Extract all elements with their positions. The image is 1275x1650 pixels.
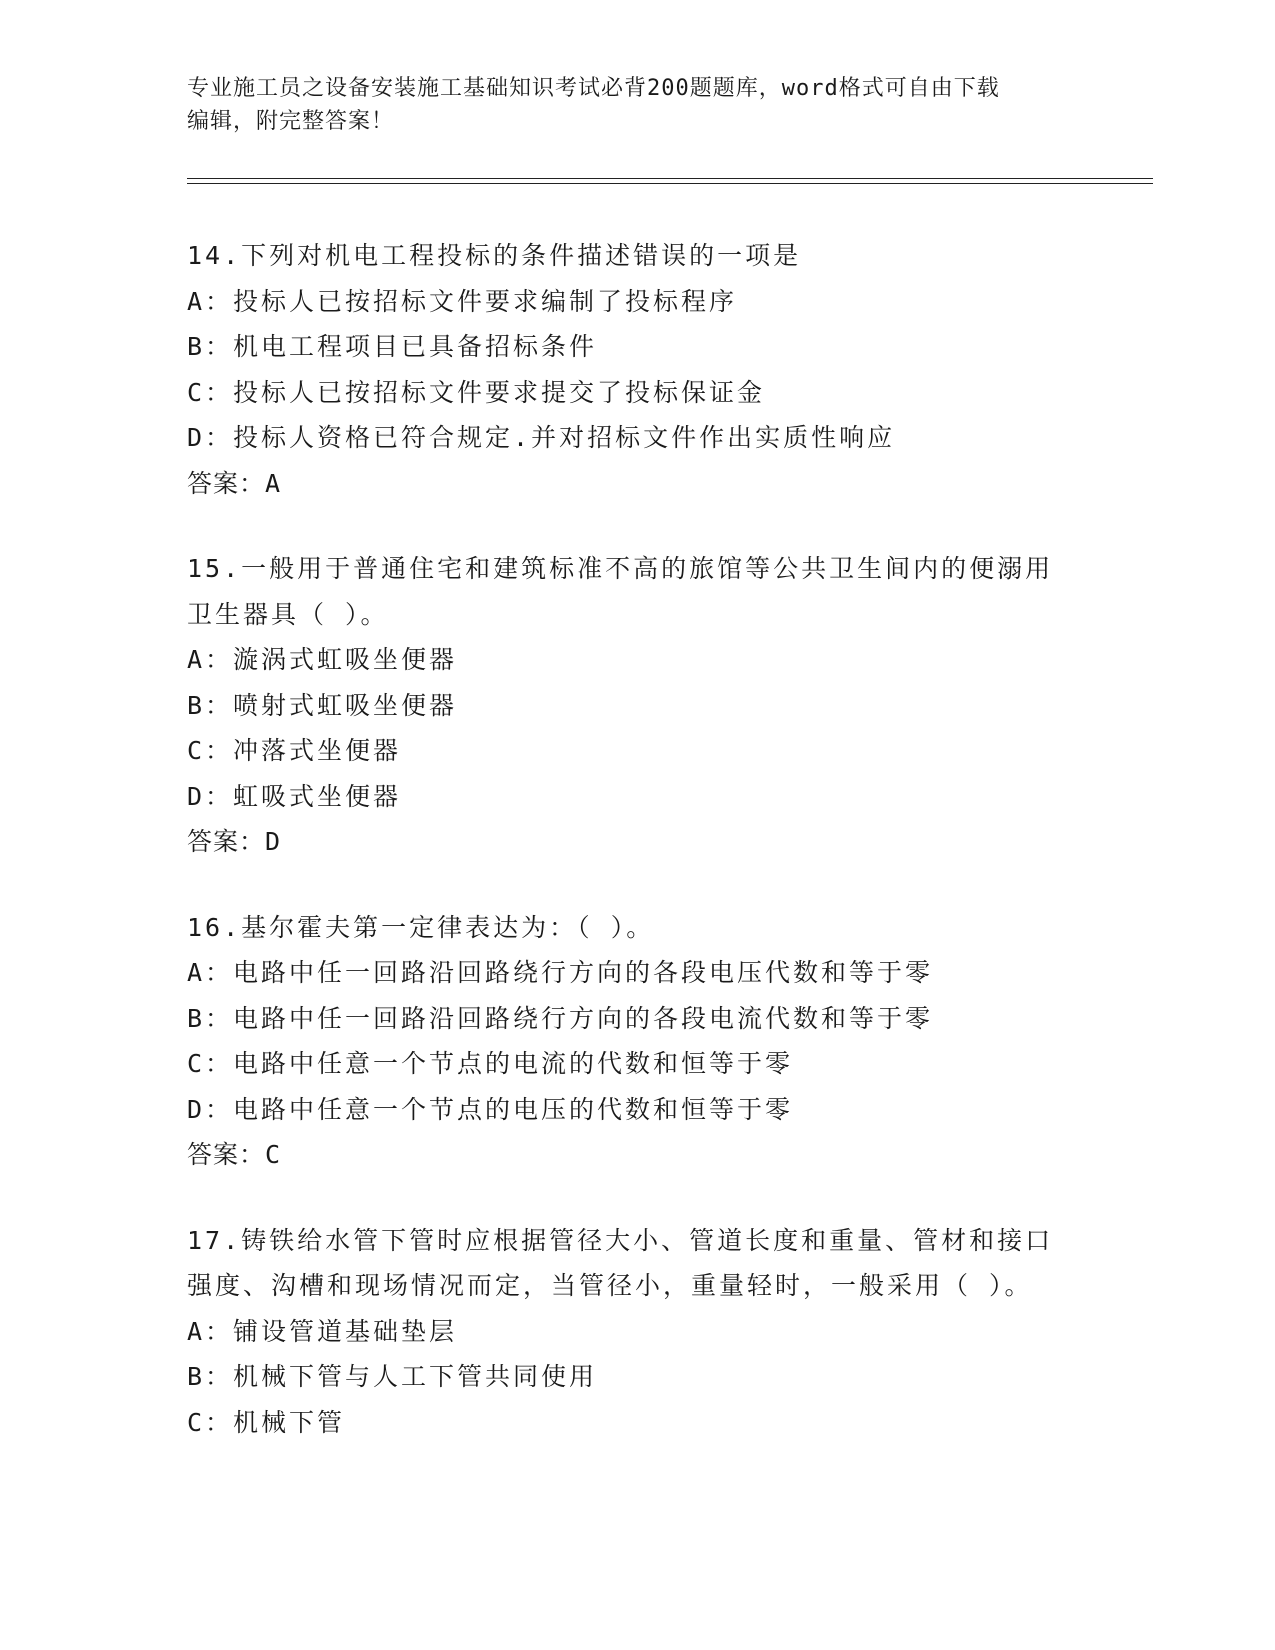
question-stem: 14.下列对机电工程投标的条件描述错误的一项是 [187, 241, 802, 270]
answer-line: 答案：C [187, 1140, 282, 1169]
question-stem: 强度、沟槽和现场情况而定，当管径小，重量轻时，一般采用（ ）。 [187, 1271, 1033, 1300]
option-b: B：机电工程项目已具备招标条件 [187, 332, 598, 361]
answer-line: 答案：D [187, 827, 282, 856]
option-a: A：投标人已按招标文件要求编制了投标程序 [187, 286, 738, 316]
question-block [187, 905, 1087, 1178]
question-stem: 15.一般用于普通住宅和建筑标准不高的旅馆等公共卫生间内的便溺用 [187, 554, 1054, 583]
option-a: A：漩涡式虹吸坐便器 [187, 645, 458, 674]
option-b: B：电路中任一回路沿回路绕行方向的各段电流代数和等于零 [187, 1003, 934, 1033]
question-block [187, 546, 1087, 865]
header-divider-bottom [187, 183, 1153, 184]
option-a: A：电路中任一回路沿回路绕行方向的各段电压代数和等于零 [187, 958, 934, 987]
option-a: A：铺设管道基础垫层 [187, 1316, 458, 1346]
question-block [187, 1218, 1087, 1446]
option-b: B：机械下管与人工下管共同使用 [187, 1362, 598, 1391]
question-stem: 17.铸铁给水管下管时应根据管径大小、管道长度和重量、管材和接口 [187, 1225, 1054, 1255]
option-d: D：虹吸式坐便器 [187, 781, 402, 811]
option-c: C：冲落式坐便器 [187, 736, 402, 765]
question-list [187, 233, 1087, 1485]
option-d: D：投标人资格已符合规定.并对招标文件作出实质性响应 [187, 423, 896, 452]
document-header [187, 72, 1067, 138]
question-stem: 16.基尔霍夫第一定律表达为：（ ）。 [187, 912, 655, 942]
option-b: B：喷射式虹吸坐便器 [187, 690, 458, 720]
header-line-2: 编辑，附完整答案！ [187, 109, 395, 134]
option-d: D：电路中任意一个节点的电压的代数和恒等于零 [187, 1094, 794, 1124]
answer-line: 答案：A [187, 468, 282, 498]
option-c: C：投标人已按招标文件要求提交了投标保证金 [187, 377, 766, 407]
question-stem: 卫生器具（ ）。 [187, 599, 389, 629]
question-block [187, 233, 1087, 506]
option-c: C：电路中任意一个节点的电流的代数和恒等于零 [187, 1049, 794, 1078]
header-line-1: 专业施工员之设备安装施工基础知识考试必背200题题库，word格式可自由下载 [187, 76, 1000, 101]
header-divider-top [187, 178, 1153, 179]
option-c: C：机械下管 [187, 1407, 346, 1437]
